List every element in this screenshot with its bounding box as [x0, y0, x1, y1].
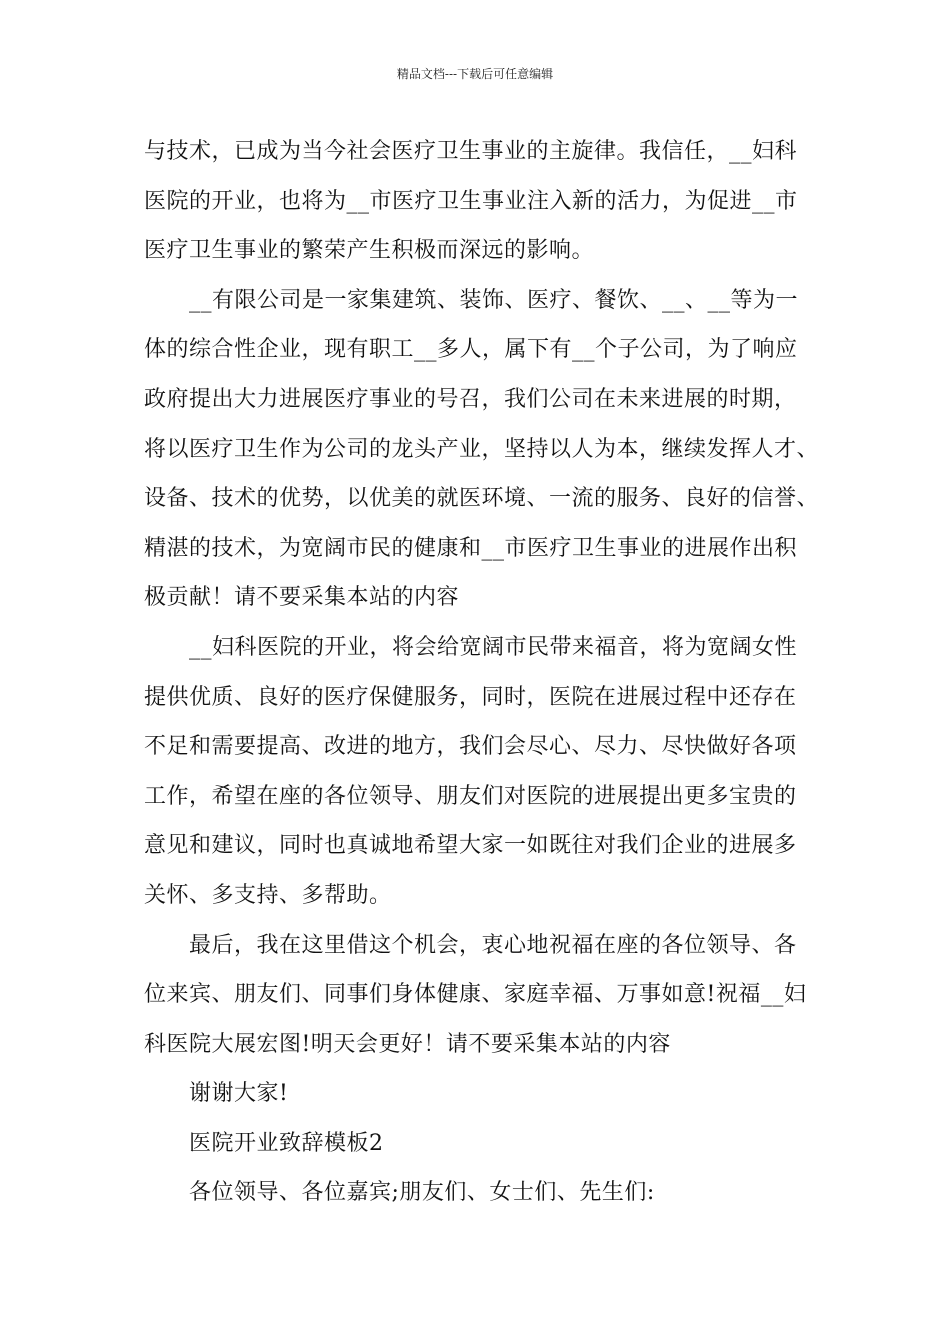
- text-line: 关怀、多支持、多帮助。: [144, 882, 392, 908]
- text-line: 意见和建议，同时也真诚地希望大家一如既往对我们企业的进展多: [144, 833, 797, 859]
- text-line: __有限公司是一家集建筑、装饰、医疗、餐饮、__、__等为一: [189, 287, 799, 313]
- text-line: 将以医疗卫生作为公司的龙头产业，坚持以人为本，继续发挥人才、: [144, 436, 820, 462]
- text-line: 设备、技术的优势，以优美的就医环境、一流的服务、良好的信誉、: [144, 486, 820, 512]
- text-line: 谢谢大家!: [189, 1081, 289, 1107]
- text-line: 科医院大展宏图!明天会更好！请不要采集本站的内容: [144, 1031, 671, 1057]
- text-line: 各位领导、各位嘉宾;朋友们、女士们、先生们:: [189, 1180, 655, 1206]
- text-line: 最后，我在这里借这个机会，衷心地祝福在座的各位领导、各: [189, 932, 797, 958]
- text-line: __妇科医院的开业，将会给宽阔市民带来福音，将为宽阔女性: [189, 634, 798, 660]
- text-line: 医院开业致辞模板2: [189, 1130, 384, 1156]
- text-line: 提供优质、良好的医疗保健服务，同时，医院在进展过程中还存在: [144, 684, 797, 710]
- text-line: 精湛的技术，为宽阔市民的健康和__市医疗卫生事业的进展作出积: [144, 535, 798, 561]
- page-header: 精品文档---下载后可任意编辑: [396, 67, 554, 81]
- text-line: 体的综合性企业，现有职工__多人，属下有__个子公司，为了响应: [144, 337, 798, 363]
- text-line: 与技术，已成为当今社会医疗卫生事业的主旋律。我信任，__妇科: [144, 139, 798, 164]
- text-line: 医疗卫生事业的繁荣产生积极而深远的影响。: [144, 238, 595, 264]
- text-line: 工作，希望在座的各位领导、朋友们对医院的进展提出更多宝贵的: [144, 783, 797, 809]
- text-line: 极贡献！请不要采集本站的内容: [144, 585, 460, 611]
- text-line: 不足和需要提高、改进的地方，我们会尽心、尽力、尽快做好各项: [144, 734, 797, 760]
- text-line: 位来宾、朋友们、同事们身体健康、家庭幸福、万事如意!祝福__妇: [144, 982, 807, 1008]
- document-body: [144, 132, 820, 1223]
- text-line: 政府提出大力进展医疗事业的号召，我们公司在未来进展的时期，: [144, 386, 797, 412]
- text-line: 医院的开业，也将为__市医疗卫生事业注入新的活力，为促进__市: [144, 188, 798, 214]
